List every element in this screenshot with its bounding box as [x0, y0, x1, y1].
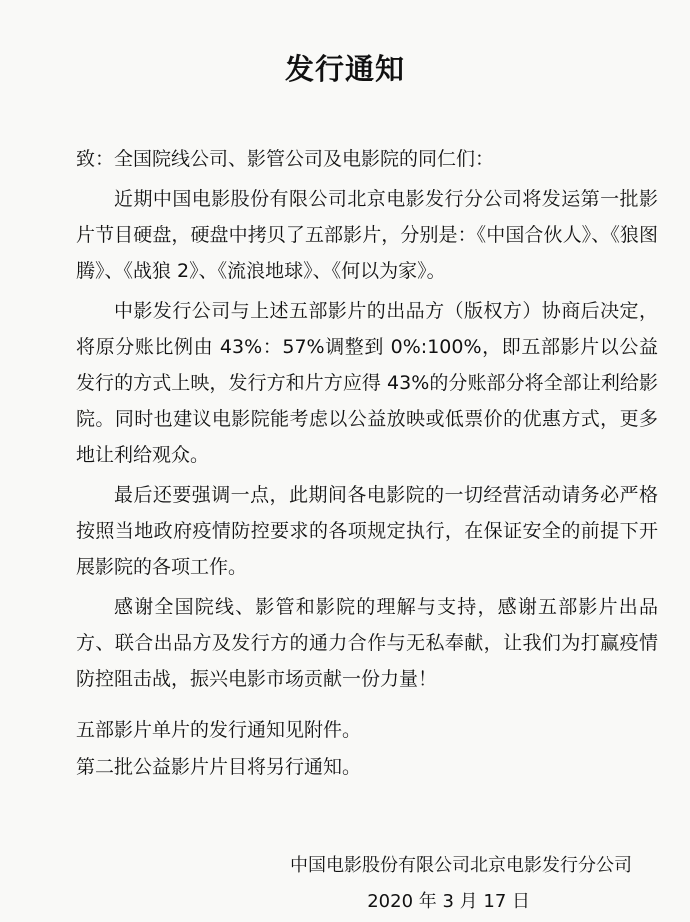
note-second-batch: 第二批公益影片片目将另行通知。	[76, 756, 362, 778]
document-title: 发行通知	[284, 52, 405, 86]
paragraph-revenue-share: 中影发行公司与上述五部影片的出品方（版权方）协商后决定，将原分账比例由 43%：57%调整到 0%:100%，即五部影片以公益发行的方式上映，发行方和片方应得 43%的分账部分将全部让利给影院。同时也建议电影院能考虑以公益放映或低票价的优惠方式，更多地让利给观众。	[76, 300, 658, 466]
note-attachment: 五部影片单片的发行通知见附件。	[76, 719, 362, 741]
document-body	[76, 141, 658, 701]
signature-date: 2020 年 3 月 17 日	[367, 891, 530, 912]
signature-organization: 中国电影股份有限公司北京电影发行分公司	[290, 855, 632, 876]
salutation: 致：全国院线公司、影管公司及电影院的同仁们：	[76, 148, 495, 170]
paragraph-safety-requirements: 最后还要强调一点，此期间各电影院的一切经营活动请务必严格按照当地政府疫情防控要求的各项规定执行，在保证安全的前提下开展影院的各项工作。	[76, 484, 658, 578]
paragraph-hard-disk-shipment: 近期中国电影股份有限公司北京电影发行分公司将发运第一批影片节目硬盘，硬盘中拷贝了五部影片，分别是：《中国合伙人》、《狼图腾》、《战狼 2》、《流浪地球》、《何以为家》。	[76, 188, 658, 282]
notes-section	[76, 712, 658, 786]
paragraph-thanks: 感谢全国院线、影管和影院的理解与支持，感谢五部影片出品方、联合出品方及发行方的通力合作与无私奉献，让我们为打赢疫情防控阻击战，振兴电影市场贡献一份力量！	[76, 596, 658, 690]
